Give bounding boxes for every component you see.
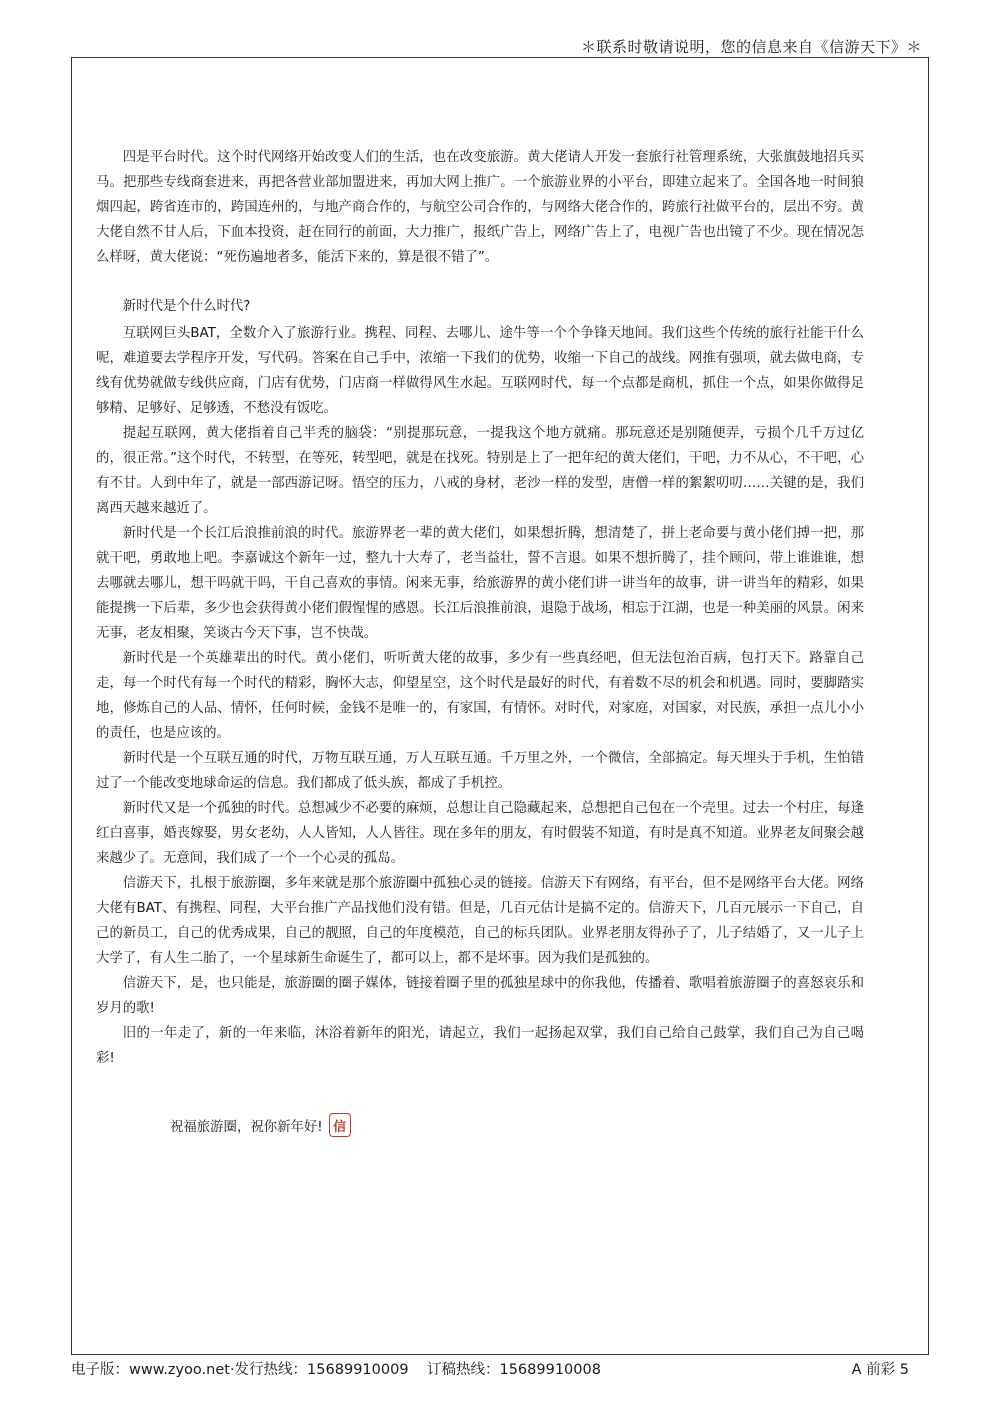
paragraph-wave: 新时代是一个长江后浪推前浪的时代。旅游界老一辈的黄大佬们，如果想折腾，想清楚了，拼上老命要与黄小佬们搏一把，那就干吧，勇敢地上吧。李嘉诚这个新年一过，整九十大寿了，老当益壮，誓不言退。如果不想折腾了，挂个顾问，带上谁谁谁，想去哪就去哪儿，想干吗就干吗，干自己喜欢的事情。闲来无事，给旅游界的黄小佬们讲一讲当年的故事，讲一讲当年的精彩，如果能提携一下后辈，多少也会获得黄小佬们假惺惺的感恩。长江后浪推前浪，退隐于战场，相忘于江湖，也是一种美丽的风景。闲来无事，老友相聚，笑谈古今天下事，岂不快哉。 — [96, 526, 864, 641]
footer-order: 订稿热线：15689910008 — [426, 1362, 601, 1378]
paragraph-lonely: 新时代又是一个孤独的时代。总想减少不必要的麻烦，总想让自己隐藏起来，总想把自己包在一个壳里。过去一个村庄，每逢红白喜事，婚丧嫁娶，男女老幼，人人皆知，人人皆往。现在多年的朋友，有时假装不知道，有时是真不知道。业界老友间聚会越来越少了。无意间，我们成了一个一个心灵的孤岛。 — [96, 801, 864, 866]
closing-line — [170, 1113, 351, 1137]
section-subheading: 新时代是个什么时代? — [122, 299, 251, 314]
footer-contact — [71, 1358, 601, 1379]
paragraph-newyear: 旧的一年走了，新的一年来临，沐浴着新年的阳光，请起立，我们一起扬起双掌，我们自己给自己鼓掌，我们自己为自己喝彩! — [96, 1026, 864, 1066]
header-note: ＊联系时敬请说明，您的信息来自《信游天下》＊ — [580, 38, 922, 56]
paragraph-internet: 互联网巨头BAT，全数介入了旅游行业。携程、同程、去哪儿、途牛等一个个争锋天地间。我们这些个传统的旅行社能干什么呢，难道要去学程序开发，写代码。答案在自己手中，浓缩一下我们的优势，收缩一下自己的战线。网推有强项，就去做电商，专线有优势就做专线供应商，门店有优势，门店商一样做得风生水起。互联网时代，每一个点都是商机，抓住一个点，如果你做得足够精、足够好、足够透，不愁没有饭吃。 — [96, 326, 864, 416]
paragraph-connect: 新时代是一个互联互通的时代，万物互联互通，万人互联互通。千万里之外，一个微信，全部搞定。每天埋头于手机，生怕错过了一个能改变地球命运的信息。我们都成了低头族，都成了手机控。 — [96, 751, 864, 791]
footer-hotline: ·发行热线：15689910009 — [229, 1362, 409, 1378]
paragraph-head: 提起互联网，黄大佬指着自己半秃的脑袋：“别提那玩意，一提我这个地方就痛。那玩意还是别随便弄，亏损个几千万过亿的，很正常。”这个时代，不转型，在等死，转型吧，就是在找死。特别是上了一把年纪的黄大佬们，干吧，力不从心，不干吧，心有不甘。人到中年了，就是一部西游记呀。悟空的压力，八戒的身材，老沙一样的发型，唐僧一样的絮絮叨叨……关键的是，我们离西天越来越近了。 — [96, 426, 864, 516]
paragraph-platform: 四是平台时代。这个时代网络开始改变人们的生活，也在改变旅游。黄大佬请人开发一套旅行社管理系统，大张旗鼓地招兵买马。把那些专线商套进来，再把各营业部加盟进来，再加大网上推广。一个旅游业界的小平台，即建立起来了。全国各地一时间狼烟四起，跨省连市的，跨国连州的，与地产商合作的，与航空公司合作的，与网络大佬合作的，跨旅行社做平台的，层出不穷。黄大佬自然不甘人后，下血本投资，赶在同行的前面，大力推广，报纸广告上，网络广告上了，电视广告也出镜了不少。现在情况怎么样呀，黄大佬说：“死伤遍地者多，能活下来的，算是很不错了”。 — [96, 150, 864, 265]
paragraph-hero: 新时代是一个英雄辈出的时代。黄小佬们，听听黄大佬的故事，多少有一些真经吧，但无法包治百病，包打天下。路靠自己走，每一个时代有每一个时代的精彩，胸怀大志，仰望星空，这个时代是最好的时代，有着数不尽的机会和机遇。同时，要脚踏实地，修炼自己的人品、情怀，任何时候，金钱不是唯一的，有家国，有情怀。对时代，对家庭，对国家，对民族，承担一点儿小小的责任，也是应该的。 — [96, 651, 864, 741]
footer-edition: 电子版：www.zyoo.net — [71, 1362, 230, 1378]
paragraph-media: 信游天下，是，也只能是，旅游圈的圈子媒体，链接着圈子里的孤独星球中的你我他，传播着、歌唱着旅游圈子的喜怒哀乐和岁月的歌! — [96, 976, 864, 1016]
paragraph-xinyou: 信游天下，扎根于旅游圈，多年来就是那个旅游圈中孤独心灵的链接。信游天下有网络，有平台，但不是网络平台大佬。网络大佬有BAT、有携程、同程，大平台推广产品找他们没有错。但是，几百元估计是搞不定的。信游天下，几百元展示一下自己，自己的新员工，自己的优秀成果，自己的靓照，自己的年度模范，自己的标兵团队。业界老朋友得孙子了，儿子结婚了，又一儿子上大学了，有人生二胎了，一个星球新生命诞生了，都可以上，都不是坏事。因为我们是孤独的。 — [96, 876, 864, 966]
article-body — [96, 145, 864, 1071]
seal-icon: 信 — [329, 1113, 351, 1137]
closing-text: 祝福旅游圈，祝你新年好! — [170, 1119, 323, 1135]
footer-page-number: A 前彩 5 — [851, 1362, 909, 1378]
